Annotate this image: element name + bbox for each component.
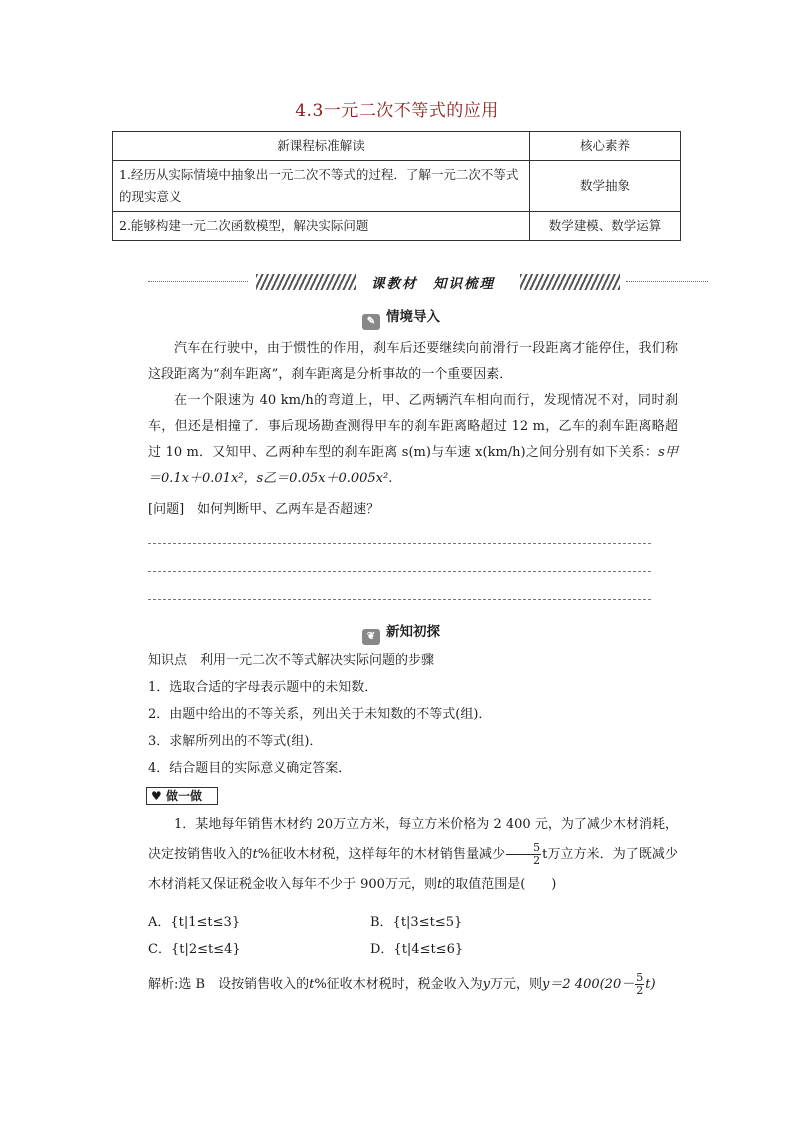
var-t: t <box>252 847 258 862</box>
standards-table <box>112 131 681 241</box>
answer-line <box>148 571 651 572</box>
table-header-standards: 新课程标准解读 <box>113 132 530 161</box>
intro-question: [问题] 如何判断甲、乙两车是否超速？ <box>148 502 380 517</box>
practice-question <box>148 810 678 900</box>
solution-text: %征收木材税时，税金收入为 <box>314 977 483 992</box>
banner-stripe-left <box>256 274 356 290</box>
answer-line <box>148 599 651 600</box>
section-title: 新知初探 <box>386 624 440 640</box>
banner-title: 课教材 知识梳理 <box>371 276 495 292</box>
page-title: 4.3一元二次不等式的应用 <box>295 101 499 121</box>
knowledge-step: 2．由题中给出的不等关系，列出关于未知数的不等式(组)． <box>148 707 492 722</box>
fraction-denominator: 2 <box>636 984 644 997</box>
fraction <box>635 972 644 997</box>
var-t: t <box>436 877 443 892</box>
solution-expression-tail: t) <box>645 977 656 992</box>
option-a[interactable]: A．{t|1≤t≤3} <box>148 915 241 930</box>
option-c[interactable]: C．{t|2≤t≤4} <box>148 942 241 957</box>
section-title: 情境导入 <box>386 309 440 325</box>
option-d[interactable]: D．{t|4≤t≤6} <box>370 942 464 957</box>
table-header-literacy: 核心素养 <box>530 132 681 161</box>
question-text: 的取值范围是( ) <box>442 877 557 892</box>
intro-formula: s甲＝0.1x＋0.01x²，s乙＝0.05x＋0.005x². <box>148 445 678 486</box>
solution <box>148 972 688 998</box>
solution-text: 万元，则 <box>490 977 543 992</box>
section-heading-new-knowledge <box>362 620 440 645</box>
fraction <box>506 842 541 867</box>
knowledge-step: 3．求解所列出的不等式(组)． <box>148 734 323 749</box>
solution-expression: y＝2 400(20－ <box>542 977 635 992</box>
question-text: 1．某地每年销售木材约 20万立方米，每立方米价格为 2 400 元，为了减少木材消耗，决定按销售收入的 <box>148 817 678 862</box>
var-y: y <box>482 977 491 992</box>
knowledge-step: 4．结合题目的实际意义确定答案． <box>148 761 352 776</box>
book-icon: ❦ <box>362 629 380 645</box>
var-t: t <box>309 977 315 992</box>
practice-tag <box>146 787 218 805</box>
intro-paragraph-2-text: 在一个限速为 40 km/h的弯道上，甲、乙两辆汽车相向而行，发现情况不对，同时刹车，但还是相撞了．事后现场勘查测得甲车的刹车距离略超过 12 m，乙车的刹车距离略超过 10 m．又知甲、乙两种车型的刹车距离 s(m)与车速 x(km/h)之间分别有如下关系： <box>148 393 678 460</box>
fraction-numerator: 5 <box>636 971 644 984</box>
answer-line <box>148 543 651 544</box>
intro-paragraph-2 <box>148 388 678 492</box>
intro-paragraph-1: 汽车在行驶中，由于惯性的作用，刹车后还要继续向前滑行一段距离才能停住，我们称这段距离为“刹车距离”，刹车距离是分析事故的一个重要因素． <box>148 341 678 382</box>
table-cell-literacy: 数学建模、数学运算 <box>530 212 681 241</box>
knowledge-step: 1．选取合适的字母表示题中的未知数． <box>148 680 378 695</box>
table-row <box>113 161 681 212</box>
heart-icon: ♥ <box>151 789 166 803</box>
knowledge-heading: 知识点 利用一元二次不等式解决实际问题的步骤 <box>148 653 435 668</box>
section-heading-intro <box>362 305 440 330</box>
banner-dots-left <box>148 281 248 282</box>
solution-text: 解析:选 B 设按销售收入的 <box>148 977 310 992</box>
fraction-denominator: 2 <box>533 854 541 867</box>
table-cell-standard: 1.经历从实际情境中抽象出一元二次不等式的过程．了解一元二次不等式的现实意义 <box>113 161 530 212</box>
practice-tag-label: 做一做 <box>165 789 202 803</box>
option-b[interactable]: B．{t|3≤t≤5} <box>370 915 463 930</box>
table-row <box>113 212 681 241</box>
table-cell-literacy: 数学抽象 <box>530 161 681 212</box>
pencil-icon: ✎ <box>362 314 380 330</box>
question-text: t万立方米．为了既减少木材消耗又保证税金收入每年不少于 900万元，则 <box>148 847 678 892</box>
banner-stripe-right <box>520 274 620 290</box>
banner-dots-right <box>626 281 708 282</box>
fraction-numerator: 5 <box>506 842 541 855</box>
question-text: %征收木材税，这样每年的木材销售量减少 <box>257 847 506 862</box>
section-banner <box>148 272 648 292</box>
table-cell-standard: 2.能够构建一元二次函数模型，解决实际问题 <box>113 212 530 241</box>
